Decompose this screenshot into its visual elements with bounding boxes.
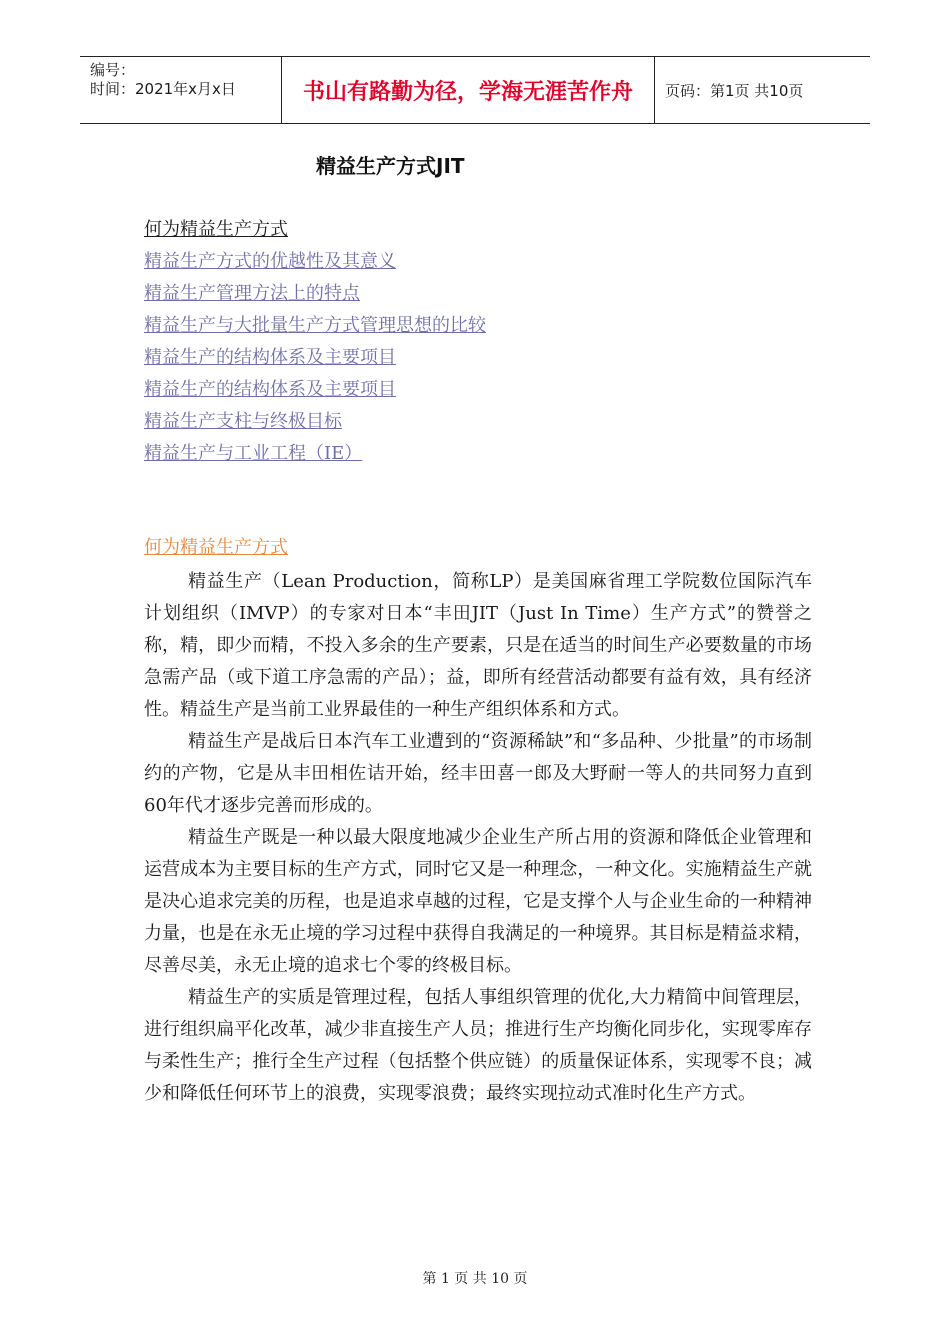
toc-item-industrial-engineering[interactable]: 精益生产与工业工程（IE） <box>144 443 363 464</box>
section-body <box>144 566 812 1110</box>
header-page-label: 页码：第1页 共10页 <box>665 81 804 100</box>
paragraph: 精益生产（Lean Production，简称LP）是美国麻省理工学院数位国际汽车计划组织（IMVP）的专家对日本“丰田JIT（Just In Time）生产方式”的赞誉之称，精，即少而精，不投入多余的生产要素，只是在适当的时间生产必要数量的市场急需产品（或下道工序急需的产品）；益，即所有经营活动都要有益有效，具有经济性。精益生产是当前工业界最佳的一种生产组织体系和方式。 <box>144 571 812 720</box>
page-footer: 第 1 页 共 10 页 <box>422 1271 528 1287</box>
toc-item-structure[interactable]: 精益生产的结构体系及主要项目 <box>144 347 396 368</box>
paragraph: 精益生产既是一种以最大限度地减少企业生产所占用的资源和降低企业管理和运营成本为主要目标的生产方式，同时它又是一种理念，一种文化。实施精益生产就是决心追求完美的历程，也是追求卓越的过程，它是支撑个人与企业生命的一种精神力量，也是在永无止境的学习过程中获得自我满足的一种境界。其目标是精益求精，尽善尽美，永无止境的追求七个零的终极目标。 <box>144 827 812 976</box>
toc-item-advantages[interactable]: 精益生产方式的优越性及其意义 <box>144 251 396 272</box>
time-label: 时间：2021年x月x日 <box>90 80 236 98</box>
page-header <box>80 56 870 124</box>
document-title: 精益生产方式JIT <box>316 154 465 178</box>
section-heading[interactable]: 何为精益生产方式 <box>144 537 288 558</box>
paragraph: 精益生产的实质是管理过程，包括人事组织管理的优化,大力精简中间管理层，进行组织扁平化改革，减少非直接生产人员；推进行生产均衡化同步化，实现零库存与柔性生产；推行全生产过程（包括整个供应链）的质量保证体系，实现零不良；减少和降低任何环节上的浪费，实现零浪费；最终实现拉动式准时化生产方式。 <box>144 987 812 1104</box>
toc-item-management-features[interactable]: 精益生产管理方法上的特点 <box>144 283 360 304</box>
toc-item-what-is-lean[interactable]: 何为精益生产方式 <box>144 219 288 240</box>
paragraph: 精益生产是战后日本汽车工业遭到的“资源稀缺”和“多品种、少批量”的市场制约的产物，它是从丰田相佐诘开始，经丰田喜一郎及大野耐一等人的共同努力直到60年代才逐步完善而形成的。 <box>144 731 812 816</box>
header-meta <box>80 57 281 123</box>
toc-item-comparison[interactable]: 精益生产与大批量生产方式管理思想的比较 <box>144 315 486 336</box>
table-of-contents <box>144 214 486 470</box>
toc-item-structure-duplicate[interactable]: 精益生产的结构体系及主要项目 <box>144 379 396 400</box>
number-label: 编号： <box>90 61 136 79</box>
toc-item-pillars-goals[interactable]: 精益生产支柱与终极目标 <box>144 411 342 432</box>
header-motto: 书山有路勤为径，学海无涯苦作舟 <box>281 57 655 123</box>
